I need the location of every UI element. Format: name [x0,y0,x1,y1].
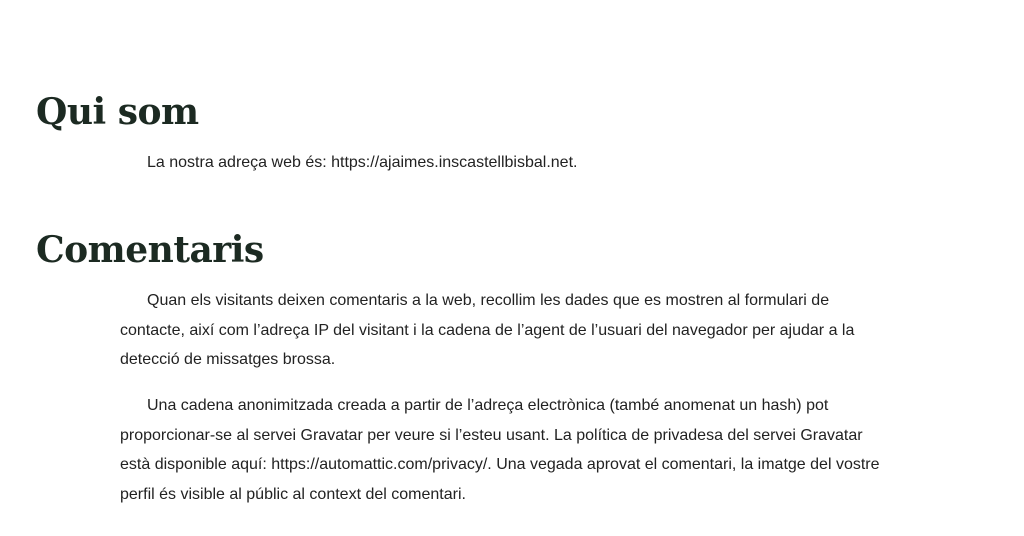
gravatar-paragraph: Una cadena anonimitzada creada a partir de l’adreça electrònica (també anomenat un hash) pot proporcionar-se al servei Gravatar per veure si l’esteu usant. La política de privadesa del servei Gravatar està disponible aquí: https://automattic.com/privacy/. Una vegada aprovat el comentari, la imatge del vostre perfil és visible al públic al context del comentari. [120,397,880,504]
section-heading-comentaris: Comentaris [36,229,264,271]
comments-data-paragraph: Quan els visitants deixen comentaris a la web, recollim les dades que es mostren al formulari de contacte, així com l’adreça IP del visitant i la cadena de l’agent de l’usuari del navegador per ajudar a la detecció de missatges brossa. [120,292,855,369]
section-heading-qui-som: Qui som [36,91,199,133]
website-address-paragraph: La nostra adreça web és: https://ajaimes.inscastellbisbal.net. [147,154,578,171]
